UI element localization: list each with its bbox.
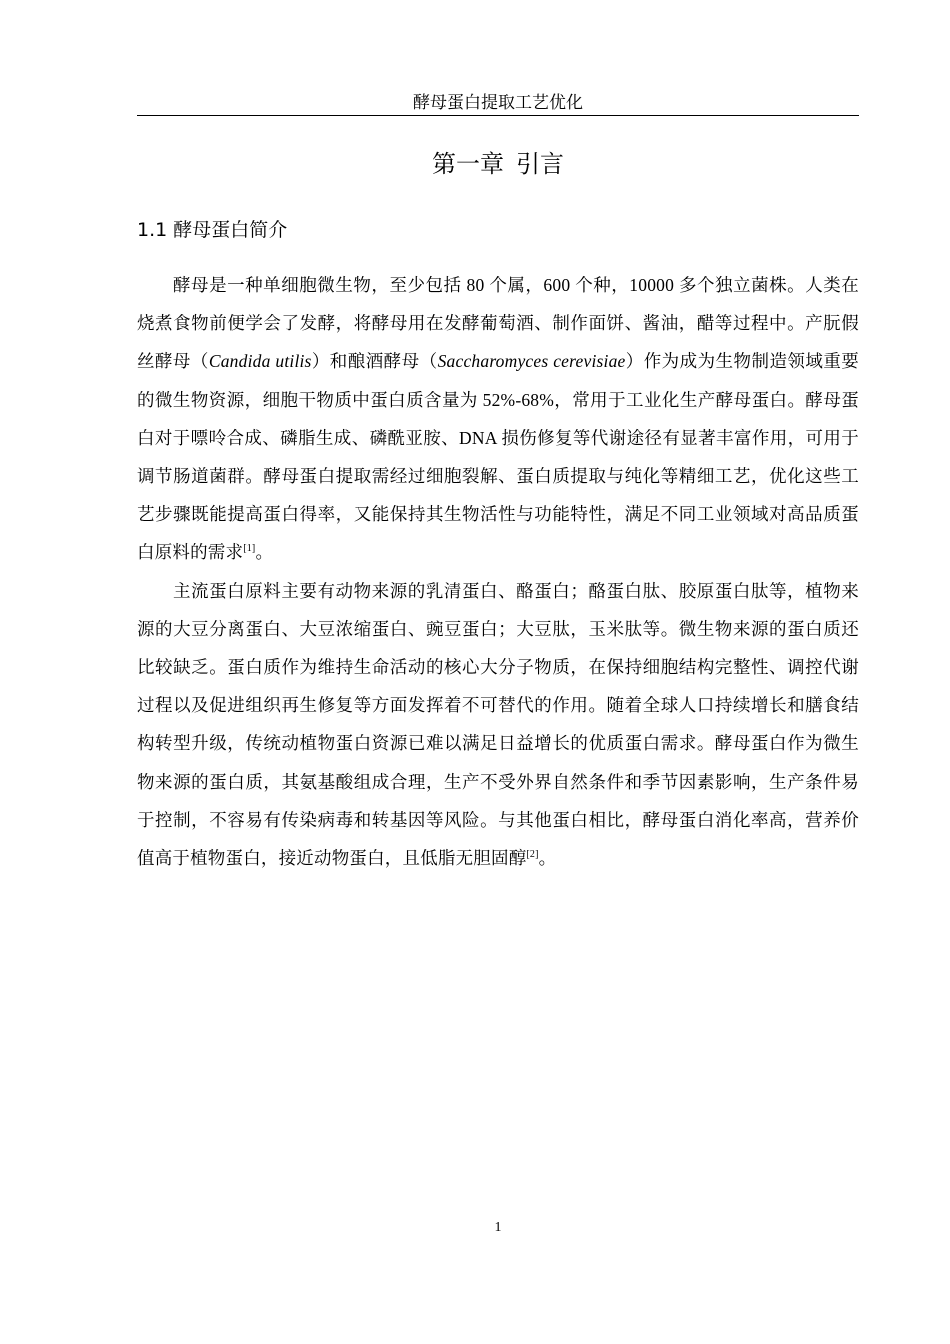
citation-2[interactable]: [2] [526, 849, 539, 861]
species-name-candida: Candida utilis [208, 351, 312, 372]
body-text [137, 266, 859, 877]
paragraph-2-text: 主流蛋白原料主要有动物来源的乳清蛋白、酪蛋白；酪蛋白肽、胶原蛋白肽等，植物来源的大豆分离蛋白、大豆浓缩蛋白、豌豆蛋白；大豆肽，玉米肽等。微生物来源的蛋白质还比较缺乏。蛋白质作为维持生命活动的核心大分子物质，在保持细胞结构完整性、调控代谢过程以及促进组织再生修复等方面发挥着不可替代的作用。随着全球人口持续增长和膳食结构转型升级，传统动植物蛋白资源已难以满足日益增长的优质蛋白需求。酵母蛋白作为微生物来源的蛋白质，其氨基酸组成合理，生产不受外界自然条件和季节因素影响，生产条件易于控制，不容易有传染病毒和转基因等风险。与其他蛋白相比，酵母蛋白消化率高，营养价值高于植物蛋白，接近动物蛋白，且低脂无胆固醇 [137, 580, 859, 869]
paragraph-1-end: 。 [255, 542, 274, 563]
chapter-title [137, 148, 859, 180]
paragraph-2 [137, 572, 859, 878]
paragraph-2-end: 。 [538, 848, 557, 869]
paragraph-1-text-c: ）作为成为生物制造领域重要的微生物资源，细胞干物质中蛋白质含量为 52%-68%，常用于工业化生产酵母蛋白。酵母蛋白对于嘌呤合成、磷脂生成、磷酰亚胺、DNA 损伤修复等代谢途径有显著丰富作用，可用于调节肠道菌群。酵母蛋白提取需经过细胞裂解、蛋白质提取与纯化等精细工艺，优化这些工艺步骤既能提高蛋白得率，又能保持其生物活性与功能特性，满足不同工业领域对高品质蛋白原料的需求 [137, 351, 859, 563]
chapter-number-label: 第一章 [432, 150, 504, 178]
header-rule [137, 115, 859, 116]
paragraph-1-text-a: 酵母是一种单细胞微生物，至少包括 80 个属，600 个种，10000 多个独立菌株。人类在烧煮食物前便学会了发酵，将酵母用在发酵葡萄酒、制作面饼、酱油，醋等过程中。产朊假丝酵母（ [137, 275, 859, 372]
page-number: 1 [494, 1220, 502, 1235]
paragraph-1 [137, 266, 859, 572]
section-heading: 1.1 酵母蛋白简介 [137, 219, 288, 241]
chapter-title-text: 引言 [516, 150, 564, 178]
species-name-saccharomyces: Saccharomyces cerevisiae [437, 351, 626, 372]
running-header: 酵母蛋白提取工艺优化 [413, 93, 583, 112]
citation-1[interactable]: [1] [243, 543, 256, 555]
paragraph-1-text-b: ）和酿酒酵母（ [311, 351, 438, 372]
